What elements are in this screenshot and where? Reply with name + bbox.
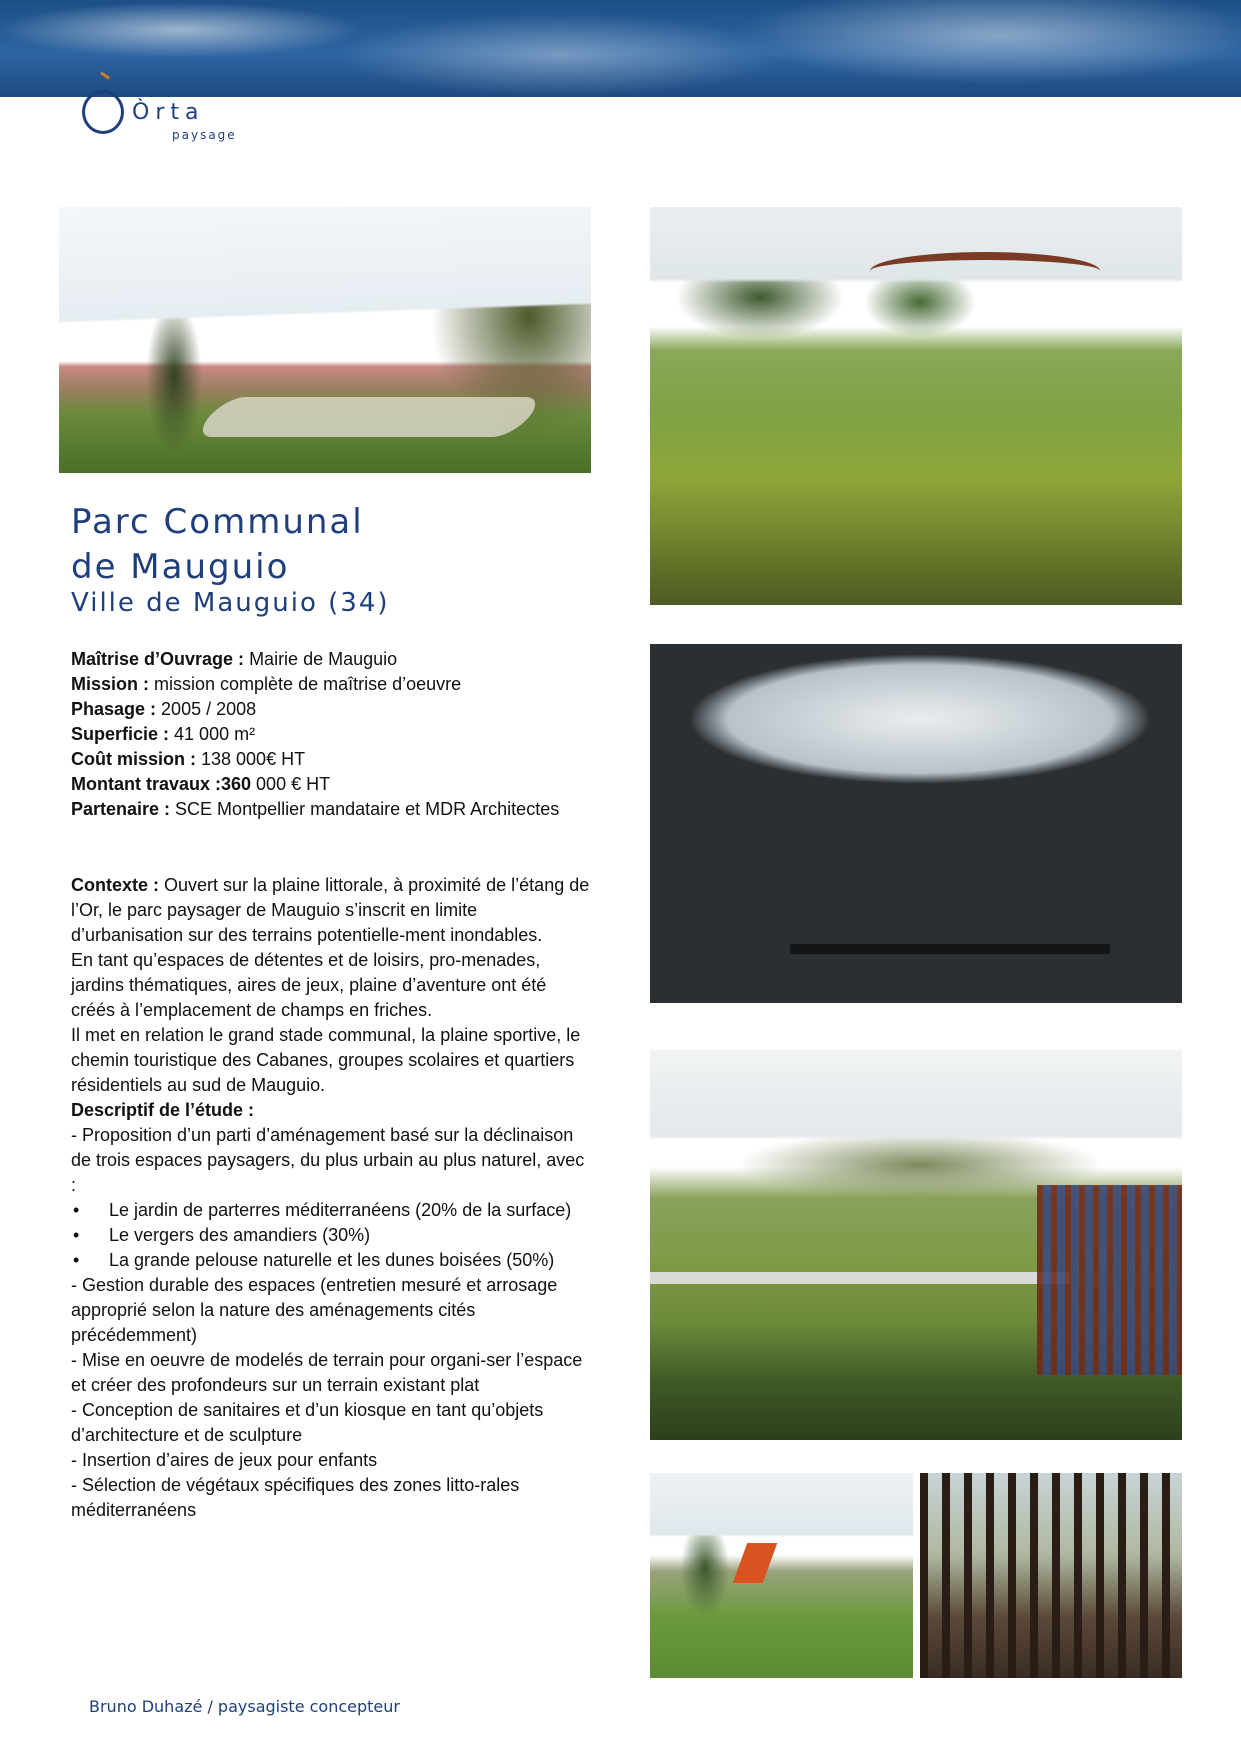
detail-label: Mission :	[71, 674, 150, 694]
detail-label: Superficie :	[71, 724, 170, 744]
logo-o-mark	[82, 90, 124, 134]
detail-row	[71, 797, 601, 822]
descriptif-item: - Insertion d’aires de jeux pour enfants	[71, 1450, 378, 1470]
photo-playground	[650, 1473, 913, 1678]
context-paragraph: Il met en relation le grand stade communal, la plaine sportive, le chemin touristique des Cabanes, groupes scolaires et quartiers résidentiels au sud de Mauguio.	[71, 1025, 581, 1095]
descriptif-intro: - Proposition d’un parti d’aménagement basé sur la déclinaison de trois espaces paysagers, du plus urbain au plus naturel, avec :	[71, 1125, 585, 1195]
detail-label: Partenaire :	[71, 799, 171, 819]
descriptif-label: Descriptif de l’étude :	[71, 1100, 255, 1120]
logo-accent-mark	[100, 71, 110, 79]
project-details	[71, 647, 601, 822]
detail-row	[71, 772, 601, 797]
footer-credit: Bruno Duhazé / paysagiste concepteur	[89, 1697, 400, 1716]
title-line-1: Parc Communal	[71, 502, 364, 542]
photo-kiosk-interior	[650, 644, 1182, 1003]
detail-row	[71, 697, 601, 722]
orta-logo	[82, 62, 282, 152]
detail-label: Phasage :	[71, 699, 157, 719]
page-title	[71, 500, 364, 590]
detail-value: SCE Montpellier mandataire et MDR Architectes	[170, 799, 560, 819]
detail-row	[71, 647, 601, 672]
list-item: • La grande pelouse naturelle et les dunes boisées (50%)	[71, 1248, 591, 1273]
descriptif-item: - Mise en oeuvre de modelés de terrain pour organi-ser l’espace et créer des profondeurs sur un terrain existant plat	[71, 1350, 583, 1395]
detail-value: 138 000€ HT	[196, 749, 306, 769]
detail-value: 2005 / 2008	[156, 699, 257, 719]
detail-row	[71, 722, 601, 747]
detail-row	[71, 672, 601, 697]
list-item: • Le jardin de parterres méditerranéens (20% de la surface)	[71, 1198, 591, 1223]
page-subtitle: Ville de Mauguio (34)	[71, 588, 390, 618]
detail-label: Coût mission :	[71, 749, 196, 769]
descriptif-item: - Gestion durable des espaces (entretien mesuré et arrosage approprié selon la nature des aménagements cités précédemment)	[71, 1275, 558, 1345]
context-paragraph: En tant qu’espaces de détentes et de loisirs, pro-menades, jardins thématiques, aires de jeux, plaine d’aventure ont été créés à l’emplacement de champs en friches.	[71, 950, 547, 1020]
detail-label: Maîtrise d’Ouvrage :	[71, 649, 245, 669]
descriptif-item: - Sélection de végétaux spécifiques des zones litto-rales méditerranéens	[71, 1475, 520, 1520]
logo-subtitle: paysage	[172, 128, 237, 142]
detail-row	[71, 747, 601, 772]
photo-garden-path	[59, 207, 591, 473]
photo-lawn-paths	[650, 1050, 1182, 1440]
detail-label: Montant travaux :360	[71, 774, 252, 794]
context-paragraph: Contexte : Ouvert sur la plaine littorale, à proximité de l’étang de l’Or, le parc paysager de Mauguio s’inscrit en limite d’urbanisation sur des terrains potentielle-ment inondables.	[71, 875, 590, 945]
context-label: Contexte :	[71, 875, 160, 895]
logo-name: Òrta	[132, 100, 205, 125]
descriptif-item: - Conception de sanitaires et d’un kiosque en tant qu’objets d’architecture et de sculpture	[71, 1400, 544, 1445]
detail-value: mission complète de maîtrise d’oeuvre	[149, 674, 462, 694]
detail-value: Mairie de Mauguio	[244, 649, 398, 669]
photo-meadow-kiosk	[650, 207, 1182, 605]
title-line-2: de Mauguio	[71, 547, 290, 587]
list-item: • Le vergers des amandiers (30%)	[71, 1223, 591, 1248]
detail-value: 000 € HT	[251, 774, 331, 794]
descriptif-bullets	[71, 1198, 591, 1273]
detail-value: 41 000 m²	[169, 724, 256, 744]
context-section	[71, 873, 591, 1523]
photo-sanitary-bench	[920, 1473, 1182, 1678]
